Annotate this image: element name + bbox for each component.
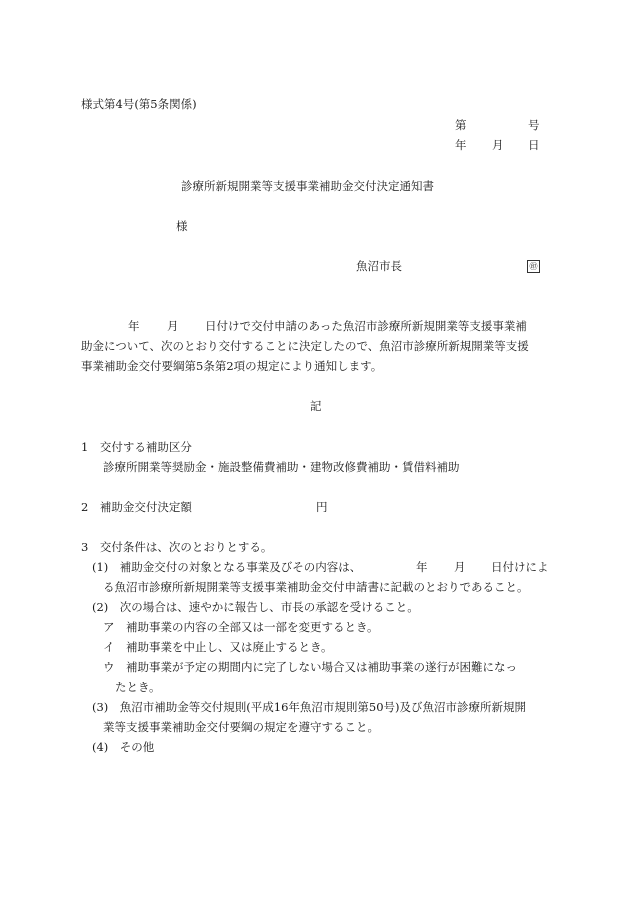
document-number-suffix: 号 — [528, 118, 540, 132]
condition-1-year: 年 — [416, 560, 428, 574]
body-line-2: 助金について、次のとおり交付することに決定したので、魚沼市診療所新規開業等支援 — [81, 339, 529, 353]
section-2-heading: 2 補助金交付決定額 — [81, 500, 192, 514]
condition-1-day: 日付けによ — [491, 560, 549, 574]
condition-1-line-1: (1) 補助金交付の対象となる事業及びその内容は、 — [92, 560, 362, 574]
body-line-3: 事業補助金交付要綱第5条第2項の規定により通知します。 — [81, 359, 383, 373]
addressee-suffix: 様 — [176, 219, 188, 233]
document-number-prefix: 第 — [455, 118, 467, 132]
section-1-heading: 1 交付する補助区分 — [81, 440, 192, 454]
date-year: 年 — [455, 138, 467, 152]
body-month: 月 — [167, 319, 179, 333]
section-3-heading: 3 交付条件は、次のとおりとする。 — [81, 540, 273, 554]
section-1-content: 診療所開業等奨励金・施設整備費補助・建物改修費補助・賃借料補助 — [103, 460, 460, 474]
document-title: 診療所新規開業等支援事業補助金交付決定通知書 — [181, 179, 434, 193]
date-month: 月 — [492, 138, 504, 152]
condition-3-line-1: (3) 魚沼市補助金等交付規則(平成16年魚沼市規則第50号)及び魚沼市診療所新規開 — [92, 700, 527, 714]
condition-1-month: 月 — [454, 560, 466, 574]
condition-2-u-line-2: たとき。 — [115, 680, 161, 694]
body-year: 年 — [128, 319, 140, 333]
section-2-unit: 円 — [316, 500, 328, 514]
form-label: 様式第4号(第5条関係) — [81, 97, 197, 111]
condition-3-line-2: 業等支援事業補助金交付要綱の規定を遵守すること。 — [103, 720, 379, 734]
seal-mark — [527, 257, 540, 273]
date-day: 日 — [528, 138, 540, 152]
seal-icon: ㊞ — [527, 260, 540, 273]
issuer-name: 魚沼市長 — [356, 259, 402, 273]
condition-2: (2) 次の場合は、速やかに報告し、市長の承認を受けること。 — [92, 600, 419, 614]
condition-4: (4) その他 — [92, 740, 155, 754]
condition-2-i: イ 補助事業を中止し、又は廃止するとき。 — [103, 640, 333, 654]
condition-2-a: ア 補助事業の内容の全部又は一部を変更するとき。 — [103, 620, 379, 634]
condition-1-line-2: る魚沼市診療所新規開業等支援事業補助金交付申請書に記載のとおりであること。 — [103, 580, 529, 594]
condition-2-u-line-1: ウ 補助事業が予定の期間内に完了しない場合又は補助事業の遂行が困難になっ — [103, 660, 517, 674]
ki-heading: 記 — [310, 399, 322, 413]
body-line-1: 日付けで交付申請のあった魚沼市診療所新規開業等支援事業補 — [205, 319, 527, 333]
